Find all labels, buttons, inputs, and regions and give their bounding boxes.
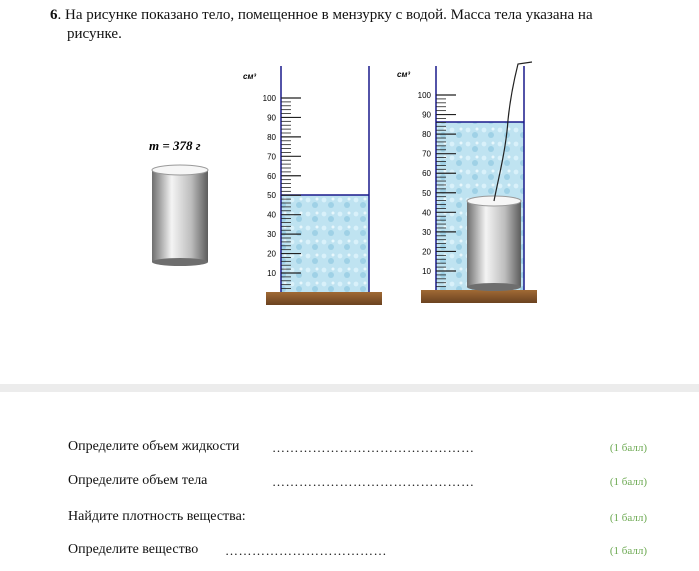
scale-label: 70	[422, 149, 431, 159]
scale-label: 10	[422, 267, 431, 276]
cylinder-2	[397, 62, 537, 303]
cylinder-2-base	[421, 290, 537, 303]
mass-label: m = 378 г	[149, 138, 201, 153]
cylinder-1	[243, 66, 382, 305]
metal-body	[152, 165, 208, 266]
scale-label: 90	[422, 110, 431, 120]
scale-label: 100	[417, 91, 431, 100]
scale-label: 30	[422, 227, 431, 237]
scale-label: 80	[422, 130, 431, 140]
scale-label: 10	[267, 269, 276, 278]
answer-line-2[interactable]: ………………………………………	[272, 474, 475, 489]
problem-text-line1: . На рисунке показано тело, помещенное в мензурку с водой. Масса тела указана на	[57, 7, 593, 23]
scale-label: 60	[422, 169, 431, 179]
scale-label: 30	[267, 230, 276, 240]
points-1: (1 балл)	[609, 442, 647, 454]
points-2: (1 балл)	[609, 476, 647, 488]
scale-label: 100	[262, 94, 276, 103]
scale-label: 50	[267, 191, 276, 201]
submerged-body	[467, 196, 521, 291]
points-4: (1 балл)	[609, 545, 647, 557]
cylinder-1-water	[281, 195, 369, 292]
question-1: Определите объем жидкости	[68, 439, 240, 454]
cylinder-1-base	[266, 292, 382, 305]
cylinder-2-unit: см³	[397, 70, 411, 79]
scale-label: 20	[267, 249, 276, 259]
scale-label: 70	[267, 152, 276, 162]
problem-text-line2: рисунке.	[67, 26, 122, 42]
scale-label: 40	[422, 208, 431, 218]
scale-label: 40	[267, 210, 276, 220]
question-2: Определите объем тела	[68, 473, 208, 488]
answer-line-1[interactable]: ………………………………………	[272, 440, 475, 455]
answer-line-4[interactable]: ………………………………	[225, 543, 387, 558]
problem-number: 6	[50, 7, 58, 23]
points-3: (1 балл)	[609, 512, 647, 524]
scale-label: 60	[267, 171, 276, 181]
scale-label: 80	[267, 132, 276, 142]
cylinder-1-unit: см³	[243, 72, 257, 81]
question-4: Определите вещество	[68, 542, 199, 557]
question-3: Найдите плотность вещества:	[68, 509, 246, 524]
section-divider	[0, 384, 699, 392]
scale-label: 20	[422, 247, 431, 257]
scale-label: 50	[422, 188, 431, 198]
scale-label: 90	[267, 113, 276, 123]
